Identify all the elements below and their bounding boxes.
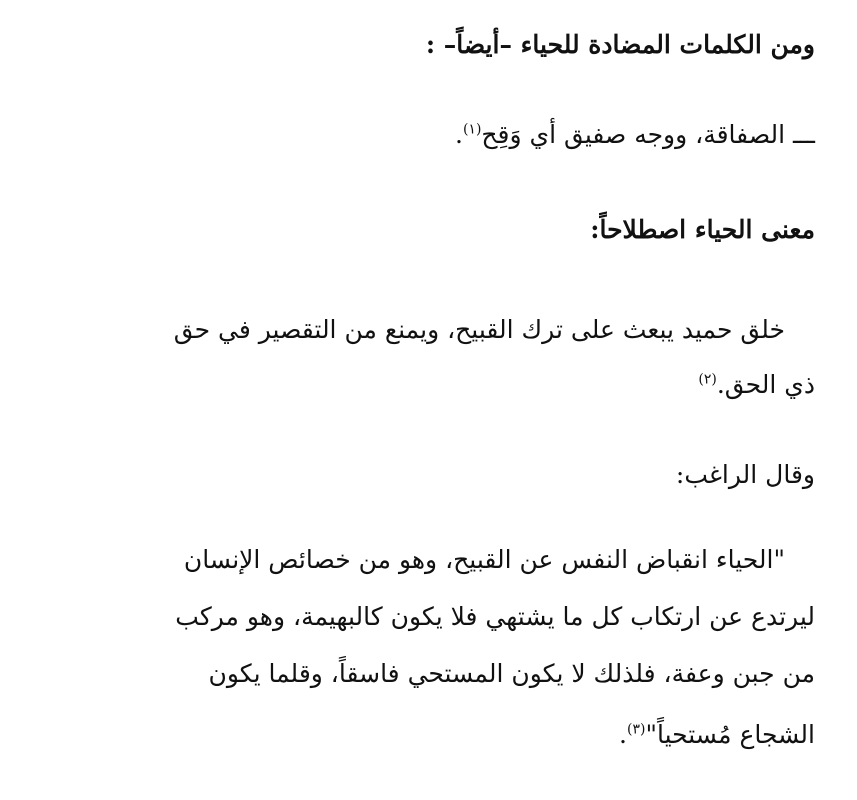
item-safaqa-text: ـــ الصفاقة، ووجه صفيق أي وَقِح bbox=[481, 120, 815, 149]
definition-line-2-text: ذي الحق. bbox=[716, 370, 815, 399]
quote-line-4 bbox=[619, 718, 815, 752]
quote-line-2 bbox=[175, 600, 815, 634]
heading-definition-text: معنى الحياء اصطلاحاً: bbox=[590, 215, 815, 244]
heading-definition bbox=[590, 213, 815, 247]
heading-antonyms-text: ومن الكلمات المضادة للحياء –أيضاً– : bbox=[425, 30, 815, 59]
quote-line-4-text: الشجاع مُستحياً" bbox=[645, 720, 815, 749]
definition-line-1 bbox=[174, 313, 785, 347]
raghib-intro bbox=[676, 458, 815, 492]
footnote-ref-3[interactable]: (٣) bbox=[627, 721, 646, 738]
definition-line-2 bbox=[698, 368, 815, 402]
quote-line-1-text: "الحياء انقباض النفس عن القبيح، وهو من خصائص الإنسان bbox=[183, 545, 785, 574]
footnote-ref-1[interactable]: (١) bbox=[462, 121, 482, 138]
quote-line-1 bbox=[184, 543, 785, 577]
raghib-intro-text: وقال الراغب: bbox=[675, 460, 815, 489]
heading-antonyms bbox=[426, 28, 815, 62]
item-safaqa-end: . bbox=[454, 120, 463, 149]
quote-line-3-text: من جبن وعفة، فلذلك لا يكون المستحي فاسقاً، وقلما يكون bbox=[208, 659, 815, 688]
quote-line-3 bbox=[208, 657, 815, 691]
footnote-ref-2[interactable]: (٢) bbox=[698, 371, 717, 388]
quote-line-2-text: ليرتدع عن ارتكاب كل ما يشتهي فلا يكون كالبهيمة، وهو مركب bbox=[175, 602, 815, 631]
quote-end: . bbox=[619, 720, 627, 749]
item-safaqa bbox=[455, 118, 815, 152]
definition-line-1-text: خلق حميد يبعث على ترك القبيح، ويمنع من التقصير في حق bbox=[173, 315, 785, 344]
